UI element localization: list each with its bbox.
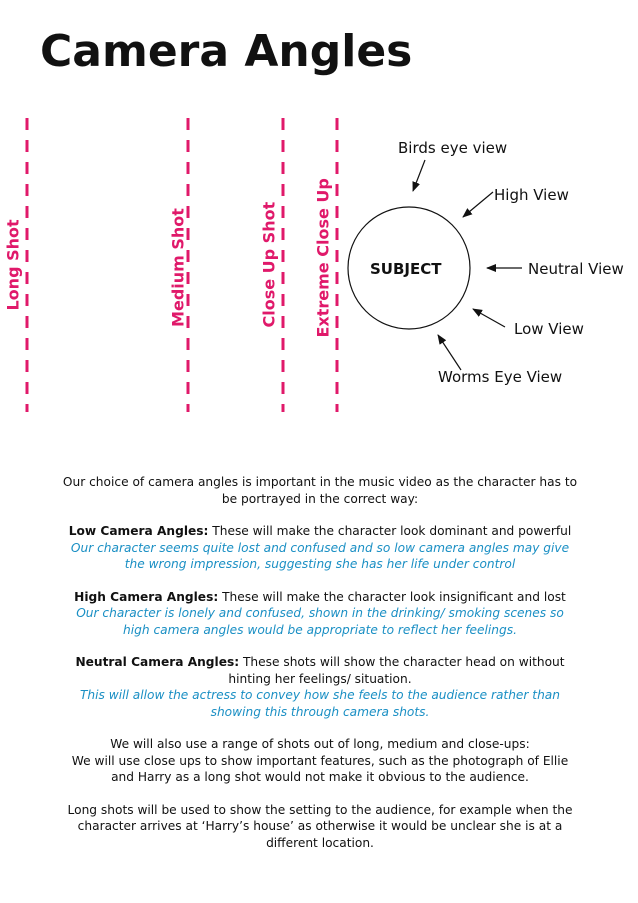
high-angle-heading: High Camera Angles: xyxy=(74,589,219,604)
extreme-close-up-label: Extreme Close Up xyxy=(313,178,333,338)
low-view-arrow xyxy=(473,309,505,327)
high-angle-paragraph xyxy=(62,589,578,606)
neutral-view-label: Neutral View xyxy=(528,260,624,278)
high-angle-text: These will make the character look insignificant and lost xyxy=(218,589,566,604)
close-up-shot-label: Close Up Shot xyxy=(259,201,279,328)
subject-label: SUBJECT xyxy=(370,260,442,278)
birds-eye-label: Birds eye view xyxy=(398,139,508,157)
range-intro: We will also use a range of shots out of long, medium and close-ups: xyxy=(110,737,530,751)
low-angle-text: These will make the character look dominant and powerful xyxy=(208,524,572,538)
neutral-angle-note: This will allow the actress to convey how she feels to the audience rather than showing this through camera shots. xyxy=(79,688,561,719)
long-shot-label: Long Shot xyxy=(3,219,23,311)
long-shots-paragraph: Long shots will be used to show the setting to the audience, for example when the character arrives at ‘Harry’s house’ as otherwise it would be unclear she is at a different location. xyxy=(67,802,573,850)
medium-shot-label: Medium Shot xyxy=(168,208,188,327)
high-angle-note: Our character is lonely and confused, shown in the drinking/ smoking scenes so high camera angles would be appropriate to reflect her feelings. xyxy=(76,606,564,637)
worms-eye-label: Worms Eye View xyxy=(438,368,563,386)
worms-eye-arrow xyxy=(438,335,461,370)
body-text xyxy=(62,474,578,851)
low-angle-heading: Low Camera Angles: xyxy=(68,524,209,538)
intro-paragraph: Our choice of camera angles is important in the music video as the character has to be portrayed in the correct way: xyxy=(62,475,578,506)
neutral-angle-text: These shots will show the character head on without hinting her feelings/ situation. xyxy=(228,655,565,686)
neutral-angle-paragraph xyxy=(62,654,578,687)
high-view-arrow xyxy=(463,192,493,217)
page-title: Camera Angles xyxy=(40,26,413,77)
close-ups-paragraph: We will use close ups to show important features, such as the photograph of Ellie and Harry as a long shot would not make it obvious to the audience. xyxy=(71,753,569,784)
low-angle-note: Our character seems quite lost and confused and so low camera angles may give the wrong impression, suggesting she has her life under control xyxy=(70,540,570,571)
high-view-label: High View xyxy=(494,186,569,204)
low-view-label: Low View xyxy=(514,320,584,338)
birds-eye-arrow xyxy=(413,160,425,191)
low-angle-paragraph xyxy=(62,523,578,540)
neutral-angle-heading: Neutral Camera Angles: xyxy=(75,655,240,669)
